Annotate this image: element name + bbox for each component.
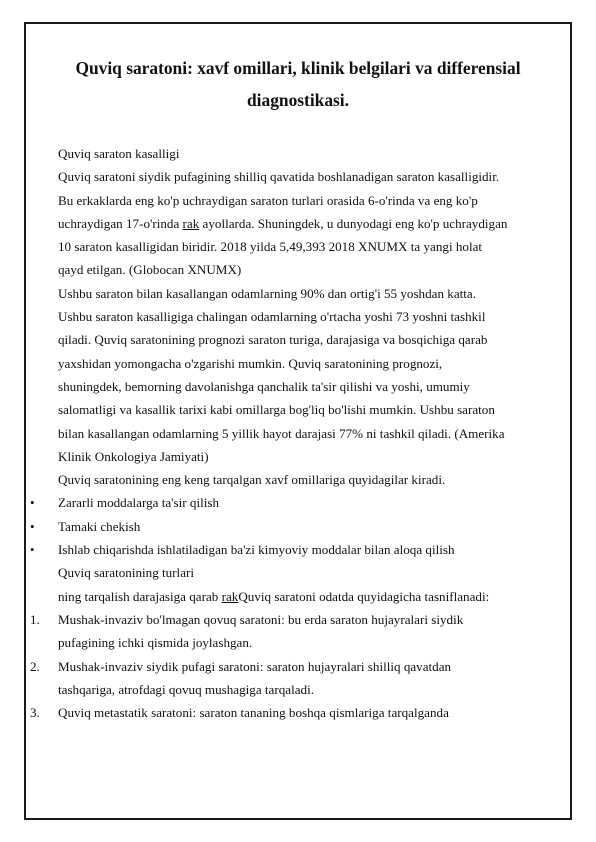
paragraph-line: qiladi. Quviq saratonining prognozi saraton turiga, darajasiga va bosqichiga qarab xyxy=(58,332,488,348)
paragraph-line: ning tarqalish darajasiga qarab rakQuviq saratoni odatda quyidagicha tasniflanadi: xyxy=(58,588,490,604)
paragraph-line: Quviq saratonining eng keng tarqalgan xavf omillariga quyidagilar kiradi. xyxy=(58,472,446,488)
paragraph-line: 10 saraton kasalligidan biridir. 2018 yilda 5,49,393 2018 XNUMX ta yangi holat xyxy=(58,239,483,255)
document-body xyxy=(30,142,546,724)
numbered-item: 2. Mushak-invaziv siydik pufagi saratoni: saraton hujayralari shilliq qavatdan xyxy=(58,655,546,678)
bullet-item: • Tamaki chekish xyxy=(58,515,546,538)
paragraph-line: shuningdek, bemorning davolanishga qanchalik ta'sir qilishi va yoshi, umumiy xyxy=(58,378,470,394)
bullet-marker: • xyxy=(30,542,35,558)
paragraph-line: Bu erkaklarda eng ko'p uchraydigan saraton turlari orasida 6-o'rinda va eng ko'p xyxy=(58,192,478,208)
title-line-2: diagnostikasi. xyxy=(247,90,349,110)
title-line-1: Quviq saratoni: xavf omillari, klinik belgilari va differensial xyxy=(75,58,521,78)
underlined-word: rak xyxy=(182,215,200,231)
numbered-item-continuation: tashqariga, atrofdagi qovuq mushagiga tarqaladi. xyxy=(58,681,314,697)
paragraph-line: bilan kasallangan odamlarning 5 yillik hayot darajasi 77% ni tashkil qiladi. (Amerika xyxy=(58,425,505,441)
list-number: 3. xyxy=(30,705,40,721)
paragraph-line: Quviq saratoni siydik pufagining shilliq qavatida boshlanadigan saraton kasalligidir. xyxy=(58,169,500,185)
list-number: 2. xyxy=(30,658,40,674)
bullet-marker: • xyxy=(30,518,35,534)
paragraph-line: uchraydigan 17-o'rinda rak ayollarda. Shuningdek, u dunyodagi eng ko'p uchraydigan xyxy=(58,215,508,231)
paragraph-line: salomatligi va kasallik tarixi kabi omillarga bog'liq bo'lishi mumkin. Ushbu saraton xyxy=(58,402,495,418)
document-title xyxy=(40,52,556,116)
paragraph-line: Ushbu saraton kasalligiga chalingan odamlarning o'rtacha yoshi 73 yoshni tashkil xyxy=(58,309,486,325)
numbered-item-continuation: pufagining ichki qismida joylashgan. xyxy=(58,635,253,651)
numbered-item: 3. Quviq metastatik saratoni: saraton tananing boshqa qismlariga tarqalganda xyxy=(58,701,546,724)
numbered-item: 1. Mushak-invaziv bo'lmagan qovuq saratoni: bu erda saraton hujayralari siydik xyxy=(58,608,546,631)
section-heading: Quviq saraton kasalligi xyxy=(58,146,180,161)
bullet-item: • Zararli moddalarga ta'sir qilish xyxy=(58,491,546,514)
bullet-marker: • xyxy=(30,495,35,511)
bullet-item: • Ishlab chiqarishda ishlatiladigan ba'zi kimyoviy moddalar bilan aloqa qilish xyxy=(58,538,546,561)
paragraph-line: qayd etilgan. (Globocan XNUMX) xyxy=(58,262,242,278)
paragraph-line: Klinik Onkologiya Jamiyati) xyxy=(58,448,209,464)
paragraph-line: Ushbu saraton bilan kasallangan odamlarning 90% dan ortig'i 55 yoshdan katta. xyxy=(58,285,476,301)
list-number: 1. xyxy=(30,611,40,627)
underlined-word: rak xyxy=(221,588,239,604)
section-heading: Quviq saratonining turlari xyxy=(58,565,195,581)
paragraph-line: yaxshidan yomongacha o'zgarishi mumkin. Quviq saratonining prognozi, xyxy=(58,355,443,371)
